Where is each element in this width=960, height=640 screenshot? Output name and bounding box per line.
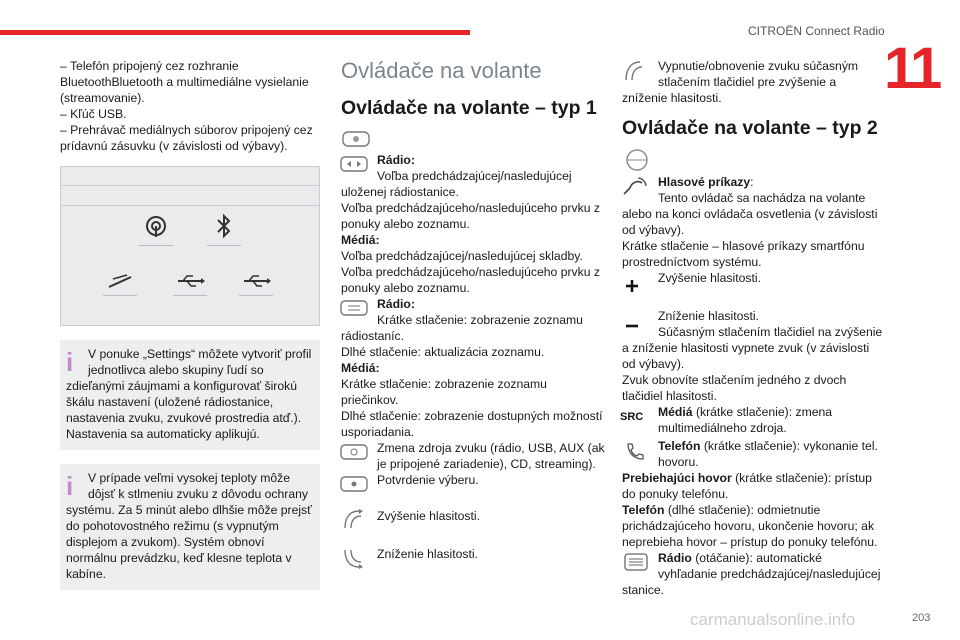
text: Krátke stlačenie – hlasové príkazy smartfónu prostredníctvom systému. bbox=[622, 239, 865, 269]
label: Prebiehajúci hovor bbox=[622, 471, 732, 485]
middle-column bbox=[341, 58, 606, 572]
text: Voľba predchádzajúceho/nasledujúceho prvku z ponuky alebo zoznamu. bbox=[341, 201, 600, 231]
text: Voľba predchádzajúceho/nasledujúceho prvku z ponuky alebo zoznamu. bbox=[341, 265, 600, 295]
minus-icon bbox=[620, 308, 656, 334]
divider bbox=[103, 295, 137, 296]
text: Zvuk obnovíte stlačením jedného z dvoch tlačidiel hlasitosti. bbox=[622, 373, 847, 403]
text: (dlhé stlačenie): odmietnutie prichádzajúceho hovoru, ukončenie hovoru; ak neprebieha hovor – prístup do ponuky telefónu. bbox=[622, 503, 878, 549]
text: (krátke stlačenie): zmena multimediálneho zdroja. bbox=[658, 405, 833, 435]
text: Krátke stlačenie: zobrazenie zoznamu priečinkov. bbox=[341, 377, 547, 407]
right-column: Vypnutie/obnovenie zvuku súčasným stlačením tlačidiel pre zvýšenie a zníženie hlasitosti. Ovládače na volante – typ 2 Hlasové príkazy: Tento ovládač sa nachádza na volante alebo na konci ovládača osvetlenia (v závislosti od výbavy). Krátke stlačenie – hlasové príkazy smartfónu prostredníctvom systému. Zvýšenie hlasitosti. Zníženie hlasitosti. Súčasným stlačením tlačidiel na zvýšenie a zníženie hlasitosti vypnete zvuk (v závislosti od výbavy). Zvuk obnovíte stlačením jedného z dvoch tlačidiel hlasitosti. SRC Médiá (krátke stlačenie): zmena multimediálneho zdroja. Telefón (krátke stlačenie): vykonanie tel. hovoru. Prebiehajúci hovor (krátke stlačenie): prístup do ponuky telefónu. Telefón (dlhé stlačenie): odmietnutie prichádzajúceho hovoru, ukončenie hovoru; ak neprebieha hovor – prístup do ponuky telefónu. Rádio (otáčanie): automatické vyhľadanie predchádzajúcej/nasledujúcej stanice. bbox=[620, 59, 883, 597]
text: (otáčanie): automatické vyhľadanie predchádzajúcej/nasledujúcej stanice. bbox=[622, 551, 881, 597]
left-column bbox=[60, 58, 320, 590]
label: Hlasové príkazy bbox=[658, 175, 751, 189]
streaming-icon bbox=[139, 213, 173, 247]
text: Voľba predchádzajúcej/nasledujúcej uloženej rádiostanice. bbox=[341, 169, 572, 199]
label: Rádio: bbox=[377, 297, 415, 311]
label: Médiá bbox=[658, 405, 693, 419]
text: Súčasným stlačením tlačidiel na zvýšenie a zníženie hlasitosti vypnete zvuk (v závislosti od výbavy). bbox=[622, 325, 883, 371]
label: Telefón bbox=[658, 439, 701, 453]
list-item: – Telefón pripojený cez rozhranie BluetoothBluetooth a multimediálne vysielanie (streamovanie). bbox=[60, 59, 309, 105]
label: Médiá: bbox=[341, 233, 380, 247]
watermark-logo: carmanualsonline.info bbox=[690, 610, 856, 629]
header-title: CITROËN Connect Radio bbox=[748, 24, 885, 38]
text: Dlhé stlačenie: aktualizácia zoznamu. bbox=[341, 345, 545, 359]
label: Rádio: bbox=[377, 153, 415, 167]
radio-wheel-icon bbox=[620, 550, 656, 576]
text: Dlhé stlačenie: zobrazenie dostupných možností usporiadania. bbox=[341, 409, 603, 439]
info-box-temperature bbox=[60, 464, 320, 590]
text: (krátke stlačenie): vykonanie tel. hovoru. bbox=[658, 439, 878, 469]
divider bbox=[207, 245, 241, 246]
text: Potvrdenie výberu. bbox=[377, 473, 479, 487]
volume-wheel-icon bbox=[620, 58, 656, 84]
info-box-profiles bbox=[60, 340, 320, 450]
info-text: V ponuke „Settings“ môžete vytvoriť profil jednotlivca alebo skupiny ľudí so zdieľanými záujmami a konfigurovať širokú škálu nastavení (uložené rádiostanice, nastavenia zvuku, zvukové prostredia atď.). Nastavenia sa automaticky aplikujú. bbox=[66, 347, 312, 441]
text: Zmena zdroja zvuku (rádio, USB, AUX (ak je pripojené zariadenie), CD, streaming). bbox=[377, 441, 605, 471]
steering-controls-icon bbox=[341, 128, 606, 152]
confirm-button-icon bbox=[339, 472, 375, 498]
list-item: – Prehrávač mediálnych súborov pripojený cez prídavnú zásuvku (v závislosti od výbavy). bbox=[60, 123, 313, 153]
divider bbox=[61, 205, 319, 206]
source-button-icon bbox=[339, 440, 375, 466]
text: Krátke stlačenie: zobrazenie zoznamu rádiostaníc. bbox=[341, 313, 583, 343]
text: (krátke stlačenie): prístup do ponuky telefónu. bbox=[622, 471, 872, 501]
subtitle-type-1: Ovládače na volante – typ 1 bbox=[341, 97, 597, 119]
page-number: 203 bbox=[912, 612, 931, 624]
list-item: – Kľúč USB. bbox=[60, 107, 127, 121]
label: Rádio bbox=[658, 551, 692, 565]
src-button-icon: SRC bbox=[620, 411, 644, 423]
voice-command-icon bbox=[620, 174, 656, 200]
divider bbox=[139, 245, 173, 246]
top-accent-bar bbox=[0, 30, 470, 35]
divider bbox=[173, 295, 207, 296]
volume-down-wheel-icon bbox=[339, 546, 375, 572]
info-icon: i bbox=[66, 471, 74, 501]
phone-icon bbox=[620, 438, 656, 464]
text: Zníženie hlasitosti. bbox=[658, 309, 759, 323]
text: Tento ovládač sa nachádza na volante alebo na konci ovládača osvetlenia (v závislosti od výbavy). bbox=[622, 191, 878, 237]
text: Zvýšenie hlasitosti. bbox=[377, 509, 480, 523]
subtitle-type-2: Ovládače na volante – typ 2 bbox=[622, 117, 878, 139]
text: Zníženie hlasitosti. bbox=[377, 547, 478, 561]
bluetooth-icon bbox=[207, 213, 241, 247]
label: Telefón bbox=[622, 503, 665, 517]
divider bbox=[61, 185, 319, 186]
divider bbox=[239, 295, 273, 296]
steering-wheel-icon bbox=[622, 148, 884, 174]
chapter-number: 11 bbox=[884, 36, 940, 101]
media-sources-illustration bbox=[60, 166, 320, 326]
info-text: V prípade veľmi vysokej teploty môže dôjsť k stlmeniu zvuku z dôvodu ochrany systému. Za 5 minút alebo dlhšie môže prejsť do pohotovostného režimu (s vypnutým displejom a zvukom). Systém obnoví normálnu prevádzku, keď klesne teplota v kabíne. bbox=[66, 471, 312, 581]
info-icon: i bbox=[66, 347, 74, 377]
seek-buttons-icon bbox=[339, 152, 375, 178]
volume-up-wheel-icon bbox=[339, 508, 375, 534]
text: Zvýšenie hlasitosti. bbox=[658, 271, 761, 285]
text: Vypnutie/obnovenie zvuku súčasným stlačením tlačidiel pre zvýšenie a zníženie hlasitosti. bbox=[622, 59, 859, 105]
plus-icon bbox=[620, 270, 656, 300]
list-button-icon bbox=[339, 296, 375, 322]
label: Médiá: bbox=[341, 361, 380, 375]
section-title: Ovládače na volante bbox=[341, 58, 542, 83]
text: Voľba predchádzajúcej/nasledujúcej skladby. bbox=[341, 249, 583, 263]
